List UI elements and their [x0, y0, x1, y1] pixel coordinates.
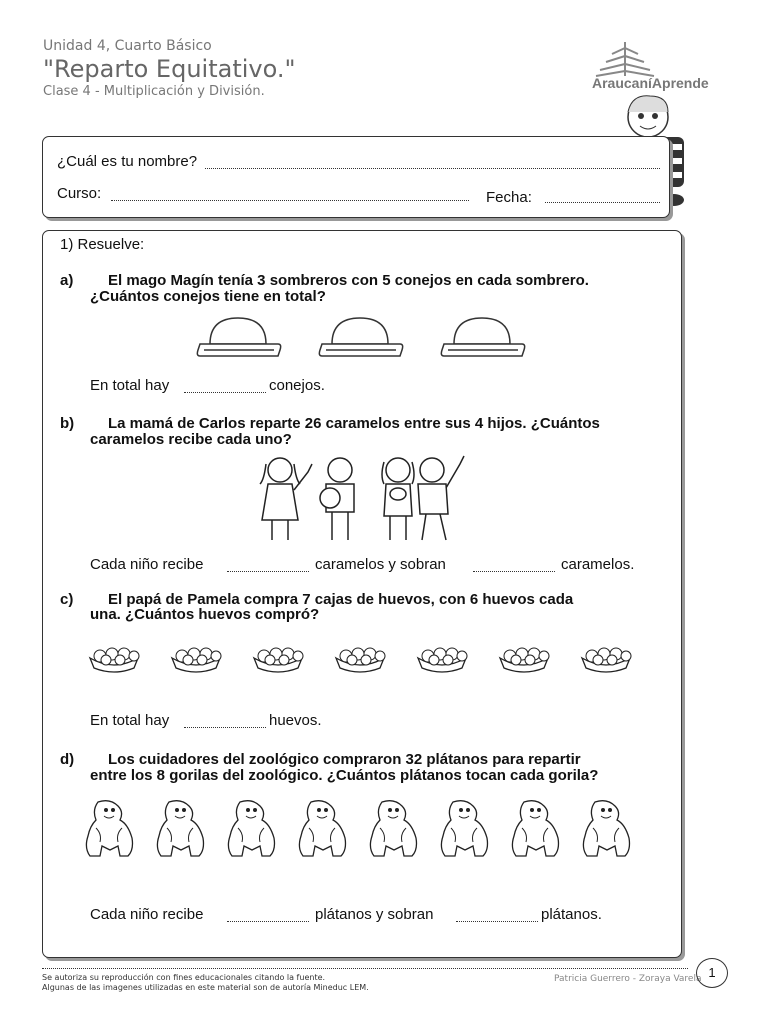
class-label: Clase 4 - Multiplicación y División.: [43, 84, 265, 99]
question-a-line1: El mago Magín tenía 3 sombreros con 5 conejos en cada sombrero.: [108, 272, 589, 289]
question-d-line1: Los cuidadores del zoológico compraron 32 plátanos para repartir: [108, 751, 581, 768]
answer-a-field[interactable]: [184, 380, 266, 393]
egg-carton-icon: [254, 648, 303, 672]
answer-b-field-1[interactable]: [227, 559, 309, 572]
instruction: 1) Resuelve:: [60, 236, 145, 253]
gorilla-icon: [86, 801, 132, 856]
hat-icon: [197, 318, 280, 356]
question-b-line1: La mamá de Carlos reparte 26 caramelos entre sus 4 hijos. ¿Cuántos: [108, 415, 600, 432]
gorilla-icon: [228, 801, 274, 856]
answer-a-suffix: conejos.: [269, 377, 325, 394]
question-b-line2: caramelos recibe cada uno?: [90, 431, 292, 448]
answer-d-suffix: plátanos.: [541, 906, 602, 923]
araucaria-logo-icon: [590, 40, 660, 78]
answer-d-mid: plátanos y sobran: [315, 906, 434, 923]
question-a-label: a): [60, 272, 74, 289]
gorilla-icon: [512, 801, 558, 856]
footer-divider: [42, 968, 688, 969]
question-a-line2: ¿Cuántos conejos tiene en total?: [90, 288, 326, 305]
egg-carton-icon: [418, 648, 467, 672]
gorilla-icon: [583, 801, 629, 856]
course-field[interactable]: [111, 188, 469, 201]
answer-b-field-2[interactable]: [473, 559, 555, 572]
gorillas-image: [78, 796, 648, 860]
egg-cartons-image: [86, 640, 646, 674]
answer-d-field-1[interactable]: [227, 909, 309, 922]
gorilla-icon: [441, 801, 487, 856]
footer-line1: Se autoriza su reproducción con fines educacionales citando la fuente.: [42, 973, 326, 982]
unit-label: Unidad 4, Cuarto Básico: [43, 38, 212, 54]
hats-image: [196, 314, 546, 362]
gorilla-icon: [299, 801, 345, 856]
egg-carton-icon: [90, 648, 139, 672]
answer-c-field[interactable]: [184, 715, 266, 728]
question-d-label: d): [60, 751, 75, 768]
question-d-line2: entre los 8 gorilas del zoológico. ¿Cuántos plátanos tocan cada gorila?: [90, 767, 599, 784]
answer-d-prefix: Cada niño recibe: [90, 906, 204, 923]
footer-line2: Algunas de las imagenes utilizadas en este material son de autoría Mineduc LEM.: [42, 983, 369, 992]
answer-b-prefix: Cada niño recibe: [90, 556, 204, 573]
question-b-label: b): [60, 415, 75, 432]
egg-carton-icon: [336, 648, 385, 672]
hat-icon: [319, 318, 402, 356]
egg-carton-icon: [582, 648, 631, 672]
date-label: Fecha:: [486, 189, 532, 206]
answer-b-mid: caramelos y sobran: [315, 556, 446, 573]
logo-text: AraucaníAprende: [592, 75, 709, 91]
date-field[interactable]: [545, 190, 660, 203]
gorilla-icon: [157, 801, 203, 856]
question-c-line2: una. ¿Cuántos huevos compró?: [90, 606, 320, 623]
page-title: "Reparto Equitativo.": [43, 55, 296, 83]
footer-authors: Patricia Guerrero - Zoraya Varela: [554, 974, 702, 984]
student-info-box: [42, 136, 670, 218]
answer-d-field-2[interactable]: [456, 909, 538, 922]
question-c-label: c): [60, 591, 74, 608]
answer-c-suffix: huevos.: [269, 712, 322, 729]
children-image: [250, 450, 472, 546]
answer-a-prefix: En total hay: [90, 377, 170, 394]
egg-carton-icon: [172, 648, 221, 672]
hat-icon: [441, 318, 524, 356]
egg-carton-icon: [500, 648, 549, 672]
page-number: 1: [696, 958, 728, 988]
answer-c-prefix: En total hay: [90, 712, 170, 729]
name-label: ¿Cuál es tu nombre?: [57, 153, 198, 170]
course-label: Curso:: [57, 185, 102, 202]
name-field[interactable]: [205, 156, 660, 169]
question-c-line1: El papá de Pamela compra 7 cajas de huevos, con 6 huevos cada: [108, 591, 574, 608]
gorilla-icon: [370, 801, 416, 856]
answer-b-suffix: caramelos.: [561, 556, 635, 573]
